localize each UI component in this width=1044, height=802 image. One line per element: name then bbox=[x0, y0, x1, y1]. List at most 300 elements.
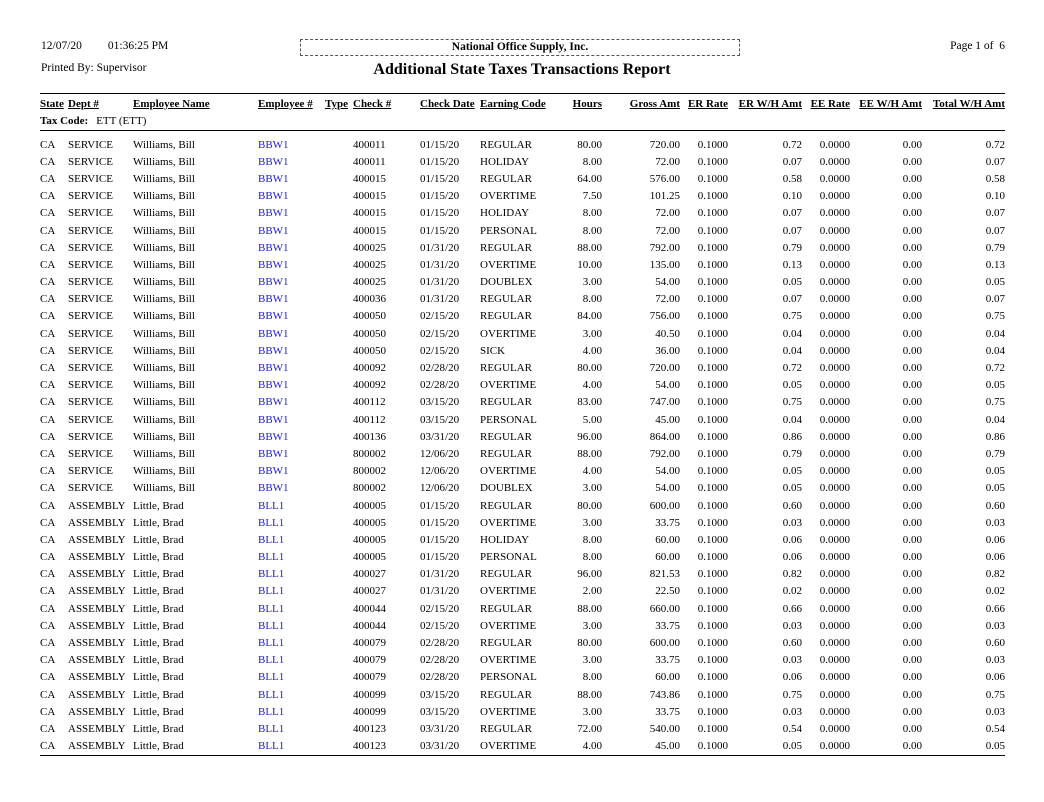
cell-ee-wh-amt: 0.00 bbox=[902, 602, 922, 615]
cell-employee-number-link[interactable]: BLL1 bbox=[258, 654, 285, 667]
cell-type bbox=[325, 240, 353, 257]
cell-check-date: 01/31/20 bbox=[420, 568, 460, 581]
col-header-ee-wh-amt: EE W/H Amt bbox=[859, 98, 922, 110]
table-row bbox=[40, 618, 1005, 635]
cell-er-rate: 0.1000 bbox=[697, 276, 728, 289]
cell-employee-number-link[interactable]: BBW1 bbox=[258, 258, 289, 271]
cell-hours: 96.00 bbox=[577, 568, 602, 581]
cell-employee-name: Williams, Bill bbox=[133, 430, 195, 443]
cell-er-rate: 0.1000 bbox=[697, 722, 728, 735]
cell-check-date: 01/31/20 bbox=[420, 293, 460, 306]
cell-type bbox=[325, 497, 353, 514]
cell-hours: 83.00 bbox=[577, 396, 602, 409]
cell-check-number: 400123 bbox=[353, 740, 386, 753]
cell-ee-wh-amt: 0.00 bbox=[902, 190, 922, 203]
cell-employee-number-link[interactable]: BBW1 bbox=[258, 413, 289, 426]
cell-earning-code: REGULAR bbox=[480, 362, 532, 375]
cell-dept: ASSEMBLY bbox=[68, 740, 126, 753]
cell-type bbox=[325, 154, 353, 171]
cell-ee-rate: 0.0000 bbox=[819, 585, 850, 598]
cell-employee-number-link[interactable]: BLL1 bbox=[258, 722, 285, 735]
cell-gross-amt: 756.00 bbox=[649, 310, 680, 323]
column-header-row bbox=[40, 94, 1005, 114]
table-header bbox=[40, 94, 1005, 131]
cell-state: CA bbox=[40, 430, 56, 443]
cell-earning-code: REGULAR bbox=[480, 637, 532, 650]
cell-check-number: 400079 bbox=[353, 654, 386, 667]
cell-employee-number-link[interactable]: BBW1 bbox=[258, 344, 289, 357]
table-row bbox=[40, 566, 1005, 583]
cell-gross-amt: 720.00 bbox=[649, 138, 680, 151]
table-row bbox=[40, 343, 1005, 360]
cell-gross-amt: 747.00 bbox=[649, 396, 680, 409]
cell-employee-number-link[interactable]: BLL1 bbox=[258, 568, 285, 581]
cell-employee-number-link[interactable]: BBW1 bbox=[258, 396, 289, 409]
cell-ee-rate: 0.0000 bbox=[819, 499, 850, 512]
cell-earning-code: OVERTIME bbox=[480, 740, 537, 753]
cell-er-rate: 0.1000 bbox=[697, 482, 728, 495]
cell-employee-name: Little, Brad bbox=[133, 602, 184, 615]
cell-total-wh-amt: 0.06 bbox=[985, 671, 1005, 684]
cell-type bbox=[325, 222, 353, 239]
cell-total-wh-amt: 0.06 bbox=[985, 533, 1005, 546]
cell-er-rate: 0.1000 bbox=[697, 619, 728, 632]
cell-check-number: 800002 bbox=[353, 447, 386, 460]
cell-employee-number-link[interactable]: BLL1 bbox=[258, 602, 285, 615]
col-header-type: Type bbox=[325, 98, 349, 110]
cell-total-wh-amt: 0.04 bbox=[985, 327, 1005, 340]
col-header-check-number: Check # bbox=[353, 98, 392, 110]
cell-ee-wh-amt: 0.00 bbox=[902, 516, 922, 529]
cell-gross-amt: 33.75 bbox=[655, 516, 680, 529]
cell-employee-number-link[interactable]: BBW1 bbox=[258, 465, 289, 478]
cell-er-wh-amt: 0.05 bbox=[782, 740, 802, 753]
cell-gross-amt: 72.00 bbox=[655, 207, 680, 220]
cell-er-rate: 0.1000 bbox=[697, 654, 728, 667]
cell-dept: ASSEMBLY bbox=[68, 551, 126, 564]
cell-employee-number-link[interactable]: BBW1 bbox=[258, 138, 289, 151]
cell-er-rate: 0.1000 bbox=[697, 533, 728, 546]
cell-total-wh-amt: 0.05 bbox=[985, 276, 1005, 289]
cell-hours: 8.00 bbox=[582, 551, 602, 564]
cell-check-number: 400050 bbox=[353, 310, 386, 323]
cell-er-rate: 0.1000 bbox=[697, 207, 728, 220]
cell-earning-code: REGULAR bbox=[480, 138, 532, 151]
cell-check-date: 02/15/20 bbox=[420, 327, 460, 340]
cell-state: CA bbox=[40, 533, 56, 546]
cell-hours: 96.00 bbox=[577, 430, 602, 443]
cell-dept: SERVICE bbox=[68, 362, 113, 375]
cell-er-rate: 0.1000 bbox=[697, 362, 728, 375]
cell-total-wh-amt: 0.75 bbox=[985, 688, 1005, 701]
cell-ee-wh-amt: 0.00 bbox=[902, 138, 922, 151]
cell-hours: 88.00 bbox=[577, 241, 602, 254]
cell-employee-number-link[interactable]: BBW1 bbox=[258, 482, 289, 495]
cell-check-number: 400015 bbox=[353, 224, 386, 237]
cell-hours: 8.00 bbox=[582, 224, 602, 237]
cell-earning-code: REGULAR bbox=[480, 430, 532, 443]
cell-state: CA bbox=[40, 482, 56, 495]
cell-earning-code: HOLIDAY bbox=[480, 155, 530, 168]
cell-check-date: 01/15/20 bbox=[420, 224, 460, 237]
cell-dept: SERVICE bbox=[68, 344, 113, 357]
cell-state: CA bbox=[40, 258, 56, 271]
cell-er-wh-amt: 0.03 bbox=[782, 619, 802, 632]
cell-type bbox=[325, 429, 353, 446]
cell-employee-number-link[interactable]: BLL1 bbox=[258, 688, 285, 701]
cell-check-number: 400025 bbox=[353, 276, 386, 289]
cell-check-date: 03/15/20 bbox=[420, 413, 460, 426]
cell-state: CA bbox=[40, 293, 56, 306]
col-header-earning-code: Earning Code bbox=[480, 98, 546, 110]
cell-ee-rate: 0.0000 bbox=[819, 276, 850, 289]
cell-hours: 72.00 bbox=[577, 722, 602, 735]
cell-check-date: 01/31/20 bbox=[420, 585, 460, 598]
cell-er-wh-amt: 0.58 bbox=[782, 172, 802, 185]
cell-ee-wh-amt: 0.00 bbox=[902, 722, 922, 735]
cell-er-rate: 0.1000 bbox=[697, 155, 728, 168]
cell-er-wh-amt: 0.05 bbox=[782, 276, 802, 289]
cell-employee-number-link[interactable]: BBW1 bbox=[258, 379, 289, 392]
cell-gross-amt: 135.00 bbox=[649, 258, 680, 271]
cell-ee-rate: 0.0000 bbox=[819, 619, 850, 632]
cell-gross-amt: 54.00 bbox=[655, 276, 680, 289]
cell-employee-number-link[interactable]: BBW1 bbox=[258, 224, 289, 237]
cell-dept: ASSEMBLY bbox=[68, 705, 126, 718]
cell-check-number: 800002 bbox=[353, 465, 386, 478]
cell-employee-number-link[interactable]: BLL1 bbox=[258, 705, 285, 718]
cell-employee-number-link[interactable]: BLL1 bbox=[258, 516, 285, 529]
table-row bbox=[40, 738, 1005, 756]
cell-gross-amt: 792.00 bbox=[649, 447, 680, 460]
cell-state: CA bbox=[40, 568, 56, 581]
cell-earning-code: REGULAR bbox=[480, 499, 532, 512]
cell-employee-number-link[interactable]: BBW1 bbox=[258, 362, 289, 375]
cell-ee-wh-amt: 0.00 bbox=[902, 533, 922, 546]
cell-gross-amt: 60.00 bbox=[655, 671, 680, 684]
cell-employee-name: Williams, Bill bbox=[133, 482, 195, 495]
table-row bbox=[40, 377, 1005, 394]
cell-employee-name: Williams, Bill bbox=[133, 379, 195, 392]
cell-ee-rate: 0.0000 bbox=[819, 362, 850, 375]
cell-ee-wh-amt: 0.00 bbox=[902, 310, 922, 323]
cell-type bbox=[325, 738, 353, 756]
cell-gross-amt: 864.00 bbox=[649, 430, 680, 443]
cell-er-wh-amt: 0.04 bbox=[782, 327, 802, 340]
table-row bbox=[40, 240, 1005, 257]
cell-earning-code: PERSONAL bbox=[480, 551, 537, 564]
cell-check-date: 03/15/20 bbox=[420, 705, 460, 718]
cell-hours: 3.00 bbox=[582, 276, 602, 289]
cell-state: CA bbox=[40, 310, 56, 323]
cell-ee-wh-amt: 0.00 bbox=[902, 224, 922, 237]
cell-er-rate: 0.1000 bbox=[697, 499, 728, 512]
cell-hours: 8.00 bbox=[582, 207, 602, 220]
cell-employee-number-link[interactable]: BLL1 bbox=[258, 740, 285, 753]
cell-state: CA bbox=[40, 138, 56, 151]
cell-er-rate: 0.1000 bbox=[697, 413, 728, 426]
col-header-employee-name: Employee Name bbox=[133, 98, 210, 110]
cell-type bbox=[325, 669, 353, 686]
cell-ee-wh-amt: 0.00 bbox=[902, 740, 922, 753]
cell-employee-name: Little, Brad bbox=[133, 499, 184, 512]
cell-gross-amt: 54.00 bbox=[655, 465, 680, 478]
cell-earning-code: OVERTIME bbox=[480, 190, 537, 203]
cell-ee-rate: 0.0000 bbox=[819, 722, 850, 735]
cell-dept: SERVICE bbox=[68, 293, 113, 306]
cell-earning-code: PERSONAL bbox=[480, 224, 537, 237]
cell-employee-name: Williams, Bill bbox=[133, 293, 195, 306]
cell-er-wh-amt: 0.86 bbox=[782, 430, 802, 443]
cell-ee-wh-amt: 0.00 bbox=[902, 396, 922, 409]
table-row bbox=[40, 532, 1005, 549]
cell-ee-rate: 0.0000 bbox=[819, 207, 850, 220]
cell-type bbox=[325, 412, 353, 429]
cell-gross-amt: 792.00 bbox=[649, 241, 680, 254]
tax-code-label: Tax Code: bbox=[40, 115, 89, 127]
cell-check-number: 400044 bbox=[353, 619, 386, 632]
cell-check-number: 400099 bbox=[353, 688, 386, 701]
cell-dept: SERVICE bbox=[68, 413, 113, 426]
cell-employee-name: Williams, Bill bbox=[133, 447, 195, 460]
cell-total-wh-amt: 0.07 bbox=[985, 293, 1005, 306]
cell-dept: ASSEMBLY bbox=[68, 602, 126, 615]
table-row bbox=[40, 154, 1005, 171]
table-row bbox=[40, 222, 1005, 239]
cell-employee-number-link[interactable]: BBW1 bbox=[258, 155, 289, 168]
cell-dept: SERVICE bbox=[68, 224, 113, 237]
cell-er-rate: 0.1000 bbox=[697, 465, 728, 478]
table-row bbox=[40, 429, 1005, 446]
cell-employee-number-link[interactable]: BLL1 bbox=[258, 619, 285, 632]
cell-ee-wh-amt: 0.00 bbox=[902, 172, 922, 185]
cell-total-wh-amt: 0.05 bbox=[985, 465, 1005, 478]
cell-check-number: 400136 bbox=[353, 430, 386, 443]
cell-check-date: 03/15/20 bbox=[420, 688, 460, 701]
cell-earning-code: PERSONAL bbox=[480, 671, 537, 684]
cell-er-wh-amt: 0.02 bbox=[782, 585, 802, 598]
cell-er-wh-amt: 0.03 bbox=[782, 516, 802, 529]
table-row bbox=[40, 635, 1005, 652]
tax-code-value: ETT (ETT) bbox=[96, 115, 147, 127]
cell-check-date: 01/15/20 bbox=[420, 499, 460, 512]
cell-ee-wh-amt: 0.00 bbox=[902, 327, 922, 340]
cell-employee-name: Little, Brad bbox=[133, 722, 184, 735]
cell-gross-amt: 72.00 bbox=[655, 293, 680, 306]
col-header-check-date: Check Date bbox=[420, 98, 475, 110]
cell-check-number: 400015 bbox=[353, 190, 386, 203]
cell-employee-name: Little, Brad bbox=[133, 671, 184, 684]
cell-gross-amt: 45.00 bbox=[655, 413, 680, 426]
table-row bbox=[40, 291, 1005, 308]
cell-employee-number-link[interactable]: BLL1 bbox=[258, 671, 285, 684]
cell-employee-number-link[interactable]: BBW1 bbox=[258, 327, 289, 340]
cell-employee-number-link[interactable]: BLL1 bbox=[258, 637, 285, 650]
cell-er-wh-amt: 0.03 bbox=[782, 654, 802, 667]
cell-gross-amt: 45.00 bbox=[655, 740, 680, 753]
cell-employee-number-link[interactable]: BBW1 bbox=[258, 172, 289, 185]
table-row bbox=[40, 601, 1005, 618]
table-row bbox=[40, 652, 1005, 669]
cell-total-wh-amt: 0.58 bbox=[985, 172, 1005, 185]
cell-hours: 4.00 bbox=[582, 465, 602, 478]
cell-employee-number-link[interactable]: BLL1 bbox=[258, 499, 285, 512]
cell-state: CA bbox=[40, 499, 56, 512]
cell-type bbox=[325, 308, 353, 325]
cell-er-wh-amt: 0.06 bbox=[782, 551, 802, 564]
cell-ee-rate: 0.0000 bbox=[819, 258, 850, 271]
cell-check-number: 400092 bbox=[353, 379, 386, 392]
cell-ee-rate: 0.0000 bbox=[819, 568, 850, 581]
cell-total-wh-amt: 0.75 bbox=[985, 396, 1005, 409]
cell-ee-rate: 0.0000 bbox=[819, 654, 850, 667]
cell-dept: SERVICE bbox=[68, 190, 113, 203]
cell-employee-number-link[interactable]: BBW1 bbox=[258, 447, 289, 460]
cell-total-wh-amt: 0.54 bbox=[985, 722, 1005, 735]
cell-er-rate: 0.1000 bbox=[697, 430, 728, 443]
cell-check-number: 400050 bbox=[353, 344, 386, 357]
cell-employee-number-link[interactable]: BLL1 bbox=[258, 533, 285, 546]
cell-type bbox=[325, 188, 353, 205]
cell-er-wh-amt: 0.07 bbox=[782, 293, 802, 306]
cell-ee-rate: 0.0000 bbox=[819, 637, 850, 650]
cell-check-date: 02/15/20 bbox=[420, 602, 460, 615]
cell-gross-amt: 40.50 bbox=[655, 327, 680, 340]
cell-check-number: 400011 bbox=[353, 155, 386, 168]
cell-earning-code: HOLIDAY bbox=[480, 207, 530, 220]
cell-earning-code: DOUBLEX bbox=[480, 482, 533, 495]
cell-gross-amt: 33.75 bbox=[655, 654, 680, 667]
cell-type bbox=[325, 274, 353, 291]
cell-er-wh-amt: 0.75 bbox=[782, 310, 802, 323]
cell-employee-number-link[interactable]: BBW1 bbox=[258, 293, 289, 306]
cell-check-number: 400005 bbox=[353, 551, 386, 564]
cell-er-wh-amt: 0.79 bbox=[782, 241, 802, 254]
cell-total-wh-amt: 0.05 bbox=[985, 379, 1005, 392]
cell-employee-number-link[interactable]: BBW1 bbox=[258, 207, 289, 220]
cell-state: CA bbox=[40, 172, 56, 185]
cell-dept: SERVICE bbox=[68, 310, 113, 323]
cell-gross-amt: 72.00 bbox=[655, 224, 680, 237]
cell-ee-wh-amt: 0.00 bbox=[902, 430, 922, 443]
cell-gross-amt: 821.53 bbox=[649, 568, 680, 581]
cell-employee-name: Little, Brad bbox=[133, 688, 184, 701]
cell-employee-name: Williams, Bill bbox=[133, 276, 195, 289]
cell-hours: 64.00 bbox=[577, 172, 602, 185]
cell-gross-amt: 72.00 bbox=[655, 155, 680, 168]
cell-er-wh-amt: 0.10 bbox=[782, 190, 802, 203]
cell-total-wh-amt: 0.72 bbox=[985, 362, 1005, 375]
cell-ee-rate: 0.0000 bbox=[819, 482, 850, 495]
cell-employee-number-link[interactable]: BBW1 bbox=[258, 430, 289, 443]
cell-gross-amt: 54.00 bbox=[655, 379, 680, 392]
table-row bbox=[40, 704, 1005, 721]
cell-employee-name: Little, Brad bbox=[133, 551, 184, 564]
table-row bbox=[40, 463, 1005, 480]
cell-earning-code: OVERTIME bbox=[480, 465, 537, 478]
cell-employee-number-link[interactable]: BLL1 bbox=[258, 585, 285, 598]
cell-dept: SERVICE bbox=[68, 172, 113, 185]
cell-type bbox=[325, 137, 353, 154]
cell-er-rate: 0.1000 bbox=[697, 138, 728, 151]
cell-ee-rate: 0.0000 bbox=[819, 413, 850, 426]
cell-hours: 8.00 bbox=[582, 533, 602, 546]
cell-earning-code: PERSONAL bbox=[480, 413, 537, 426]
cell-er-wh-amt: 0.79 bbox=[782, 447, 802, 460]
cell-type bbox=[325, 583, 353, 600]
cell-state: CA bbox=[40, 155, 56, 168]
cell-check-number: 400079 bbox=[353, 637, 386, 650]
cell-type bbox=[325, 171, 353, 188]
cell-ee-wh-amt: 0.00 bbox=[902, 654, 922, 667]
cell-gross-amt: 36.00 bbox=[655, 344, 680, 357]
table-row bbox=[40, 549, 1005, 566]
cell-total-wh-amt: 0.75 bbox=[985, 310, 1005, 323]
cell-er-rate: 0.1000 bbox=[697, 344, 728, 357]
transactions-table bbox=[40, 93, 1005, 756]
printed-by: Printed By: Supervisor bbox=[41, 62, 147, 74]
cell-ee-wh-amt: 0.00 bbox=[902, 362, 922, 375]
table-row bbox=[40, 188, 1005, 205]
cell-type bbox=[325, 463, 353, 480]
cell-ee-rate: 0.0000 bbox=[819, 533, 850, 546]
table-row bbox=[40, 669, 1005, 686]
cell-state: CA bbox=[40, 722, 56, 735]
cell-ee-rate: 0.0000 bbox=[819, 705, 850, 718]
col-header-gross-amt: Gross Amt bbox=[629, 98, 680, 110]
cell-state: CA bbox=[40, 551, 56, 564]
table-row bbox=[40, 137, 1005, 154]
cell-earning-code: SICK bbox=[480, 344, 506, 357]
cell-check-number: 400092 bbox=[353, 362, 386, 375]
col-header-er-rate: ER Rate bbox=[687, 98, 728, 110]
cell-er-rate: 0.1000 bbox=[697, 637, 728, 650]
table-row bbox=[40, 205, 1005, 222]
cell-employee-name: Williams, Bill bbox=[133, 327, 195, 340]
cell-earning-code: REGULAR bbox=[480, 602, 532, 615]
cell-er-wh-amt: 0.07 bbox=[782, 224, 802, 237]
cell-ee-rate: 0.0000 bbox=[819, 241, 850, 254]
cell-total-wh-amt: 0.13 bbox=[985, 258, 1005, 271]
cell-ee-rate: 0.0000 bbox=[819, 551, 850, 564]
cell-employee-number-link[interactable]: BBW1 bbox=[258, 190, 289, 203]
cell-check-number: 400036 bbox=[353, 293, 386, 306]
cell-hours: 10.00 bbox=[577, 258, 602, 271]
cell-ee-rate: 0.0000 bbox=[819, 327, 850, 340]
cell-check-date: 12/06/20 bbox=[420, 482, 460, 495]
cell-state: CA bbox=[40, 671, 56, 684]
cell-dept: SERVICE bbox=[68, 241, 113, 254]
cell-er-wh-amt: 0.75 bbox=[782, 688, 802, 701]
cell-employee-number-link[interactable]: BBW1 bbox=[258, 241, 289, 254]
cell-employee-number-link[interactable]: BBW1 bbox=[258, 310, 289, 323]
col-header-ee-rate: EE Rate bbox=[810, 98, 850, 110]
tax-code-row bbox=[40, 113, 1005, 131]
cell-ee-rate: 0.0000 bbox=[819, 740, 850, 753]
cell-employee-name: Little, Brad bbox=[133, 585, 184, 598]
table-row bbox=[40, 326, 1005, 343]
cell-employee-name: Williams, Bill bbox=[133, 310, 195, 323]
cell-check-date: 01/15/20 bbox=[420, 190, 460, 203]
cell-state: CA bbox=[40, 585, 56, 598]
cell-er-rate: 0.1000 bbox=[697, 568, 728, 581]
table-row bbox=[40, 687, 1005, 704]
cell-ee-wh-amt: 0.00 bbox=[902, 447, 922, 460]
cell-employee-number-link[interactable]: BBW1 bbox=[258, 276, 289, 289]
cell-type bbox=[325, 652, 353, 669]
cell-employee-number-link[interactable]: BLL1 bbox=[258, 551, 285, 564]
cell-hours: 5.00 bbox=[582, 413, 602, 426]
